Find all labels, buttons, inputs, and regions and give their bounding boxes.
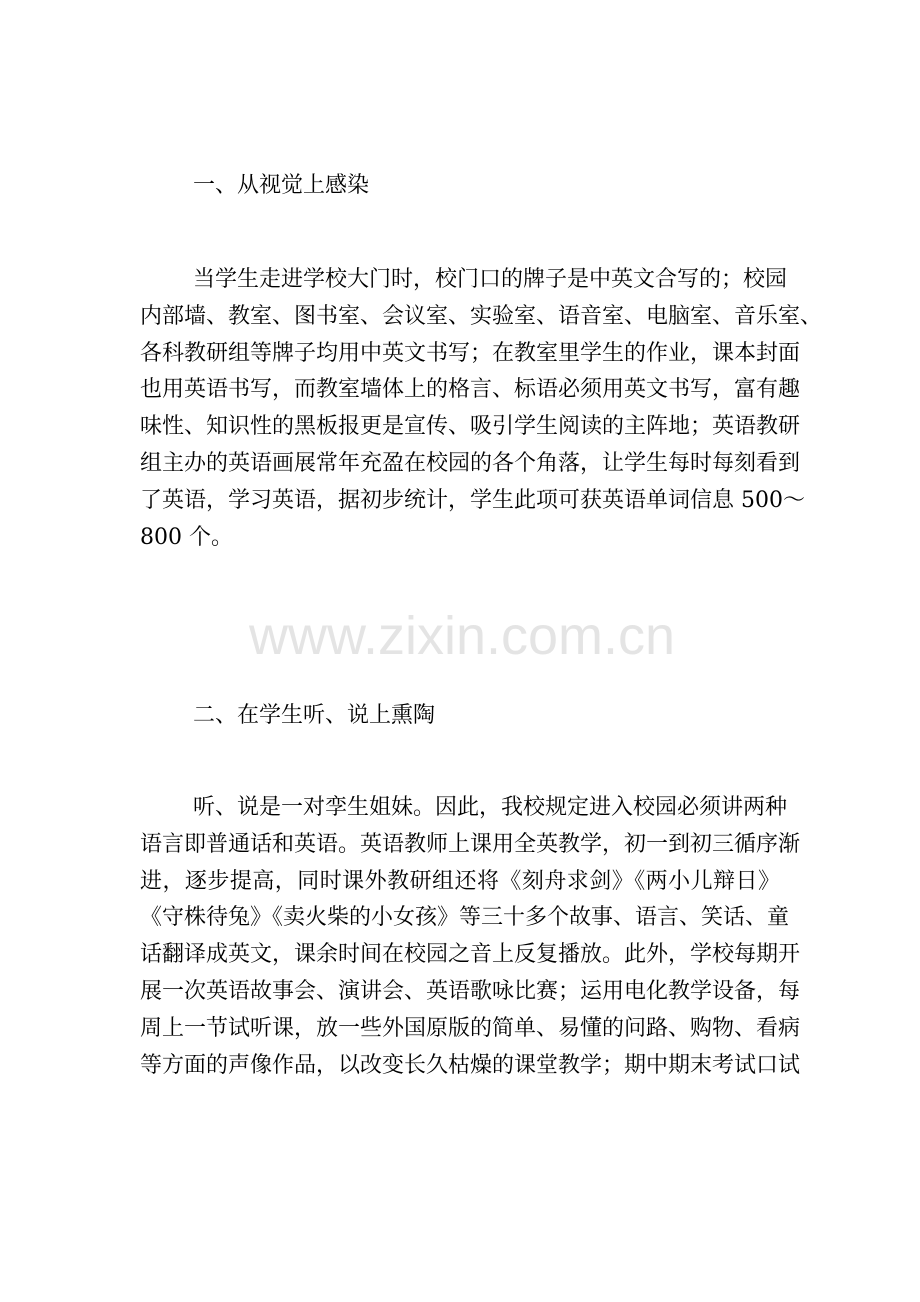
section-2-heading: 二、在学生听、说上熏陶 — [193, 703, 436, 728]
watermark: www.zixin.com.cn — [248, 606, 676, 666]
section-1-heading: 一、从视觉上感染 — [193, 173, 370, 198]
paragraph-line: 听、说是一对孪生姐妹。因此，我校规定进入校园必须讲两种 — [193, 795, 788, 820]
paragraph-line: 进，逐步提高，同时课外教研组还将《刻舟求剑》《两小儿辩日》 — [140, 868, 780, 894]
paragraph-line: 周上一节试听课，放一些外国原版的简单、易懂的问路、购物、看病 — [140, 1015, 801, 1041]
paragraph-line: 了英语，学习英语，据初步统计，学生此项可获英语单词信息 500～ — [140, 487, 805, 513]
paragraph-line: 味性、知识性的黑板报更是宣传、吸引学生阅读的主阵地；英语教研 — [140, 414, 801, 440]
paragraph-line: 展一次英语故事会、演讲会、英语歌咏比赛；运用电化教学设备，每 — [140, 978, 801, 1004]
section-2-paragraph — [140, 790, 801, 1084]
section-1-paragraph — [140, 262, 823, 556]
paragraph-line: 内部墙、教室、图书室、会议室、实验室、语音室、电脑室、音乐室、 — [140, 303, 823, 329]
paragraph-line: 当学生走进学校大门时，校门口的牌子是中英文合写的；校园 — [193, 267, 788, 292]
paragraph-line: 各科教研组等牌子均用中英文书写；在教室里学生的作业，课本封面 — [140, 340, 801, 366]
paragraph-line: 《守株待兔》《卖火柴的小女孩》等三十多个故事、语言、笑话、童 — [140, 905, 790, 931]
paragraph-line: 组主办的英语画展常年充盈在校园的各个角落，让学生每时每刻看到 — [140, 450, 801, 476]
paragraph-line: 等方面的声像作品，以改变长久枯燥的课堂教学；期中期末考试口试 — [140, 1052, 801, 1078]
paragraph-line: 语言即普通话和英语。英语教师上课用全英教学，初一到初三循序渐 — [140, 831, 801, 857]
paragraph-line: 800 个。 — [140, 524, 233, 550]
paragraph-line: 也用英语书写，而教室墙体上的格言、标语必须用英文书写，富有趣 — [140, 377, 801, 403]
paragraph-line: 话翻译成英文，课余时间在校园之音上反复播放。此外，学校每期开 — [140, 942, 801, 968]
